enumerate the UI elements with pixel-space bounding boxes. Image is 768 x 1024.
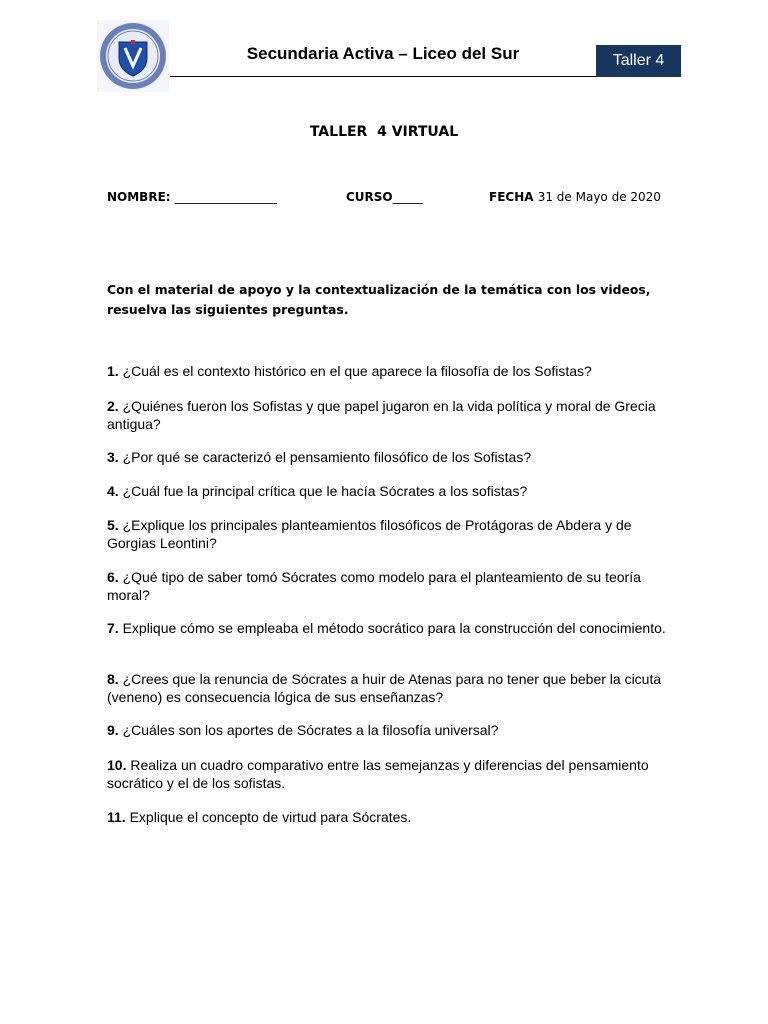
question-item — [107, 809, 667, 827]
question-item — [107, 449, 667, 467]
question-text: ¿Por qué se caracterizó el pensamiento filosófico de los Sofistas? — [118, 449, 532, 465]
question-number: 10. — [107, 757, 127, 773]
fecha-value: 31 de Mayo de 2020 — [537, 190, 661, 204]
nombre-blank: _________________ — [174, 190, 277, 204]
school-logo — [97, 20, 169, 92]
question-number: 9. — [107, 722, 119, 738]
question-text: ¿Qué tipo de saber tomó Sócrates como modelo para el planteamiento de su teoría moral? — [107, 569, 641, 603]
question-text: ¿Cuál es el contexto histórico en el que aparece la filosofía de los Sofistas? — [118, 363, 592, 379]
fecha-label: FECHA — [489, 190, 534, 204]
question-text: ¿Quiénes fueron los Sofistas y que papel jugaron en la vida política y moral de Grecia antigua? — [107, 398, 656, 432]
question-item — [107, 757, 667, 792]
curso-label: CURSO — [346, 190, 393, 204]
field-curso — [346, 190, 423, 204]
question-text: ¿Explique los principales planteamientos filosóficos de Protágoras de Abdera y de Gorgias Leontini? — [107, 517, 632, 551]
question-item — [107, 483, 667, 501]
question-text: Explique el concepto de virtud para Sócrates. — [125, 809, 412, 825]
field-nombre — [107, 190, 277, 204]
school-seal-icon — [97, 20, 169, 92]
question-number: 8. — [107, 671, 119, 687]
question-item — [107, 517, 667, 552]
school-name: Secundaria Activa – Liceo del Sur — [246, 44, 520, 63]
question-number: 2. — [107, 398, 119, 414]
question-number: 3. — [107, 449, 119, 465]
question-number: 11. — [107, 809, 126, 825]
question-text: ¿Cuáles son los aportes de Sócrates a la filosofía universal? — [118, 722, 499, 738]
nombre-label: NOMBRE: — [107, 190, 171, 204]
question-number: 4. — [107, 483, 119, 499]
question-item — [107, 671, 667, 706]
question-item — [107, 398, 667, 433]
question-text: Realiza un cuadro comparativo entre las semejanzas y diferencias del pensamiento socrático y el de los sofistas. — [107, 757, 649, 791]
question-text: Explique cómo se empleaba el método socrático para la construcción del conocimiento. — [118, 620, 666, 636]
question-number: 7. — [107, 620, 119, 636]
curso-blank: _____ — [392, 190, 423, 204]
document-title: TALLER 4 VIRTUAL — [309, 124, 459, 140]
header-divider — [170, 76, 596, 77]
field-fecha — [489, 190, 661, 204]
question-text: ¿Crees que la renuncia de Sócrates a huir de Atenas para no tener que beber la cicuta (veneno) es consecuencia lógica de sus enseñanzas? — [107, 671, 662, 705]
question-number: 6. — [107, 569, 119, 585]
question-number: 1. — [107, 363, 119, 379]
question-item — [107, 363, 667, 381]
question-item — [107, 620, 667, 638]
question-text: ¿Cuál fue la principal crítica que le hacía Sócrates a los sofistas? — [118, 483, 528, 499]
question-item — [107, 569, 667, 604]
question-number: 5. — [107, 517, 119, 533]
question-item — [107, 722, 667, 740]
taller-badge: Taller 4 — [596, 45, 681, 77]
instructions: Con el material de apoyo y la contextualización de la temática con los videos, resuelva las siguientes preguntas. — [107, 282, 651, 317]
